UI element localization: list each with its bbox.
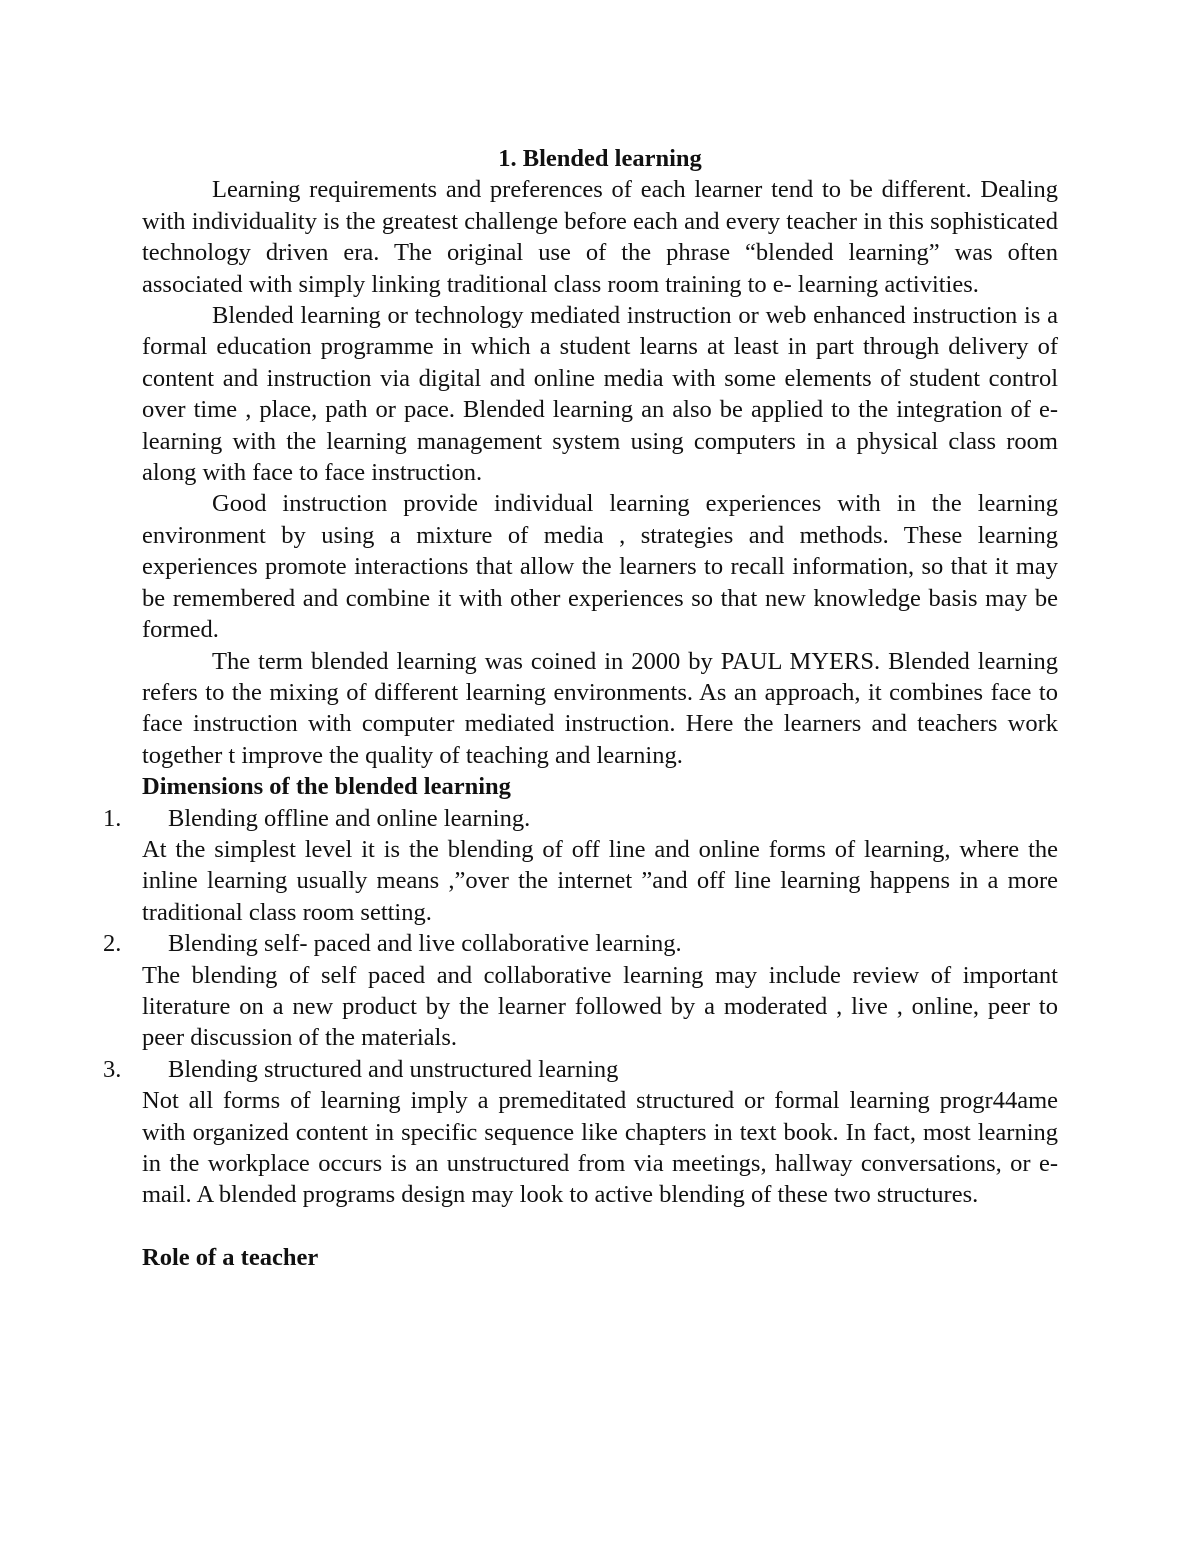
paragraph-definition: Blended learning or technology mediated instruction or web enhanced instruction is a formal education programme in which a student learns at least in part through delivery of content and instruction via digital and online media with some elements of student control over time , place, path or pace. Blended learning an also be applied to the integration of e-learning with the learning management system using computers in a physical class room along with face to face instruction. bbox=[142, 302, 1058, 487]
dimensions-heading: Dimensions of the blended learning bbox=[142, 773, 511, 801]
dimension-label: Blending self- paced and live collaborative learning. bbox=[168, 930, 682, 958]
dimension-body: The blending of self paced and collaborative learning may include review of important literature on a new product by the learner followed by a moderated , live , online, peer to peer discussion of the materials. bbox=[142, 961, 1058, 1052]
document-content bbox=[103, 143, 1058, 1274]
dimension-body: Not all forms of learning imply a premeditated structured or formal learning progr44ame with organized content in specific sequence like chapters in text book. In fact, most learning in the workplace occurs is an unstructured from via meetings, hallway conversations, or e-mail. A blended programs design may look to active blending of these two structures. bbox=[142, 1087, 1058, 1209]
dimension-label: Blending offline and online learning. bbox=[168, 804, 531, 832]
document-title: 1. Blended learning bbox=[498, 145, 702, 172]
paragraph-good-instruction: Good instruction provide individual learning experiences with in the learning environment by using a mixture of media , strategies and methods. These learning experiences promote interactions that allow the learners to recall information, so that it may be remembered and combine it with other experiences so that new knowledge basis may be formed. bbox=[142, 490, 1058, 644]
paragraph-term-origin: The term blended learning was coined in 2000 by PAUL MYERS. Blended learning refers to the mixing of different learning environments. As an approach, it combines face to face instruction with computer mediated instruction. Here the learners and teachers work together t improve the quality of teaching and learning. bbox=[142, 647, 1058, 769]
dimension-label: Blending structured and unstructured learning bbox=[168, 1055, 619, 1083]
role-heading: Role of a teacher bbox=[142, 1244, 319, 1272]
dimension-number: 3. bbox=[103, 1055, 122, 1083]
dimension-number: 2. bbox=[103, 930, 122, 958]
dimension-item-2 bbox=[103, 928, 1058, 1054]
dimension-body: At the simplest level it is the blending of off line and online forms of learning, where the inline learning usually means ,”over the internet ”and off line learning happens in a more traditional class room setting. bbox=[142, 835, 1058, 926]
dimension-number: 1. bbox=[103, 804, 122, 832]
dimension-item-3 bbox=[103, 1054, 1058, 1211]
blank-line bbox=[142, 1211, 1058, 1242]
dimension-item-1 bbox=[103, 803, 1058, 929]
paragraph-intro: Learning requirements and preferences of each learner tend to be different. Dealing with individuality is the greatest challenge before each and every teacher in this sophisticated technology driven era. The original use of the phrase “blended learning” was often associated with simply linking traditional class room training to e- learning activities. bbox=[142, 176, 1058, 298]
